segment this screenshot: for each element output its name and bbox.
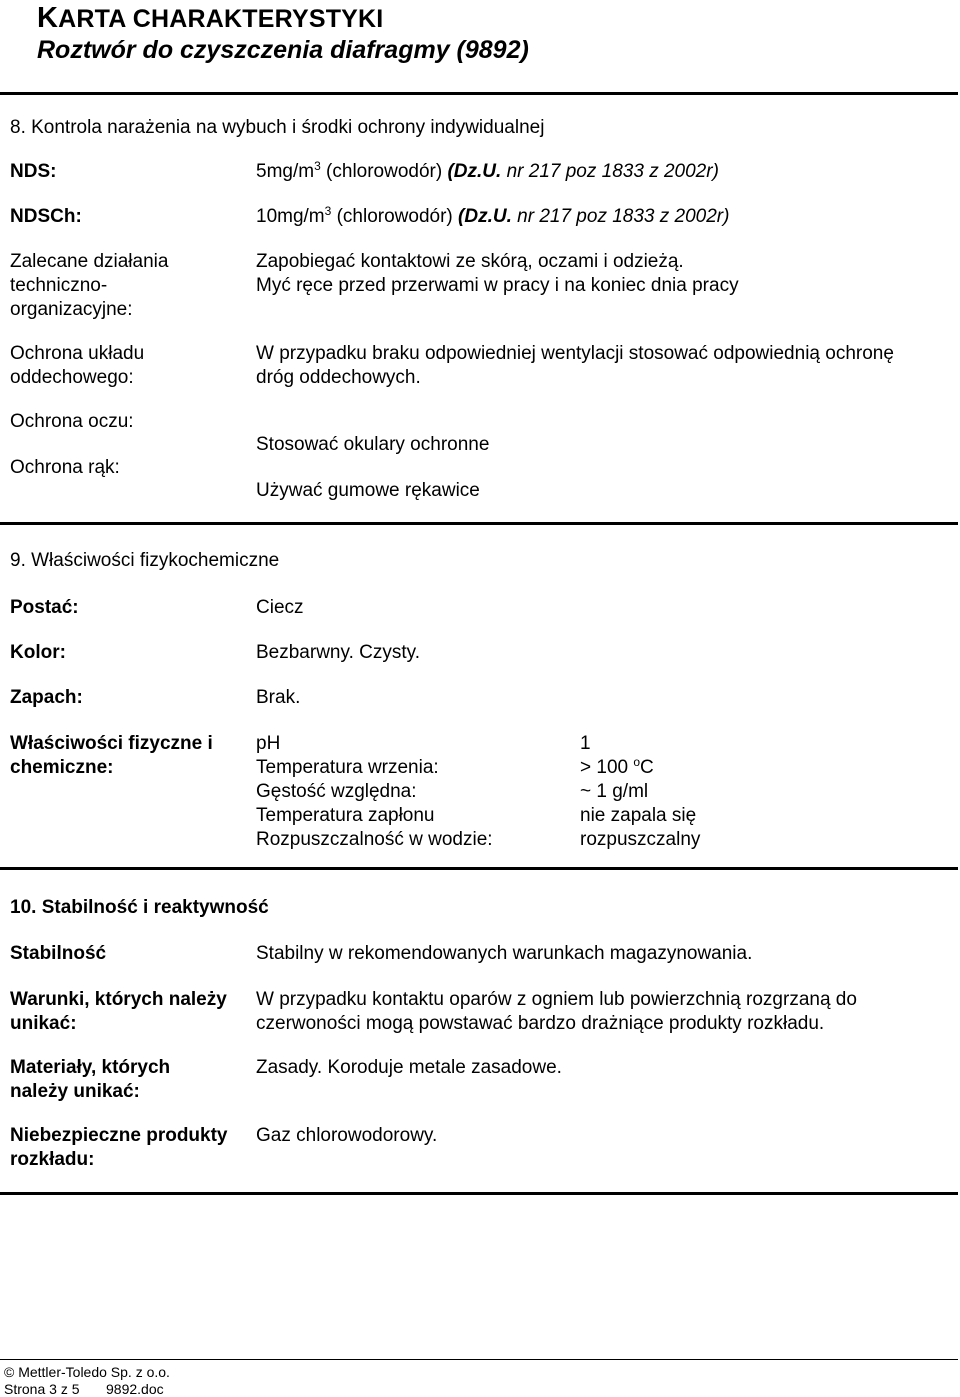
- color-label: Kolor:: [10, 642, 66, 663]
- property-name: Rozpuszczalność w wodzie:: [256, 829, 493, 850]
- hand-protection-value: Używać gumowe rękawice: [256, 480, 480, 501]
- footer-copyright: © Mettler-Toledo Sp. z o.o.: [4, 1364, 170, 1380]
- materials-to-avoid-value: Zasady. Koroduje metale zasadowe.: [256, 1057, 562, 1078]
- property-name: Temperatura wrzenia:: [256, 757, 439, 778]
- ndsch-value: $10mg/m^3$ (chlorowodór) (Dz.U. nr 217 poz 1833 z 2002r): [256, 204, 730, 227]
- section-9-heading: 9. Właściwości fizykochemiczne: [10, 550, 280, 571]
- section-10-heading: 10. Stabilność i reaktywność: [10, 897, 269, 918]
- properties-values: [580, 732, 700, 852]
- property-value: rozpuszczalny: [580, 829, 701, 850]
- odor-label: Zapach:: [10, 687, 83, 708]
- property-name: Gęstość względna:: [256, 781, 417, 802]
- form-value: Ciecz: [256, 597, 304, 618]
- hand-protection-label: Ochrona rąk:: [10, 457, 120, 478]
- property-value: ~ 1 g/ml: [580, 781, 649, 802]
- stability-label: Stabilność: [10, 943, 107, 964]
- section-8-heading: 8. Kontrola narażenia na wybuch i środki ochrony indywidualnej: [10, 117, 545, 138]
- decomposition-products-label: Niebezpieczne produkty rozkładu:: [10, 1125, 228, 1170]
- property-name: Temperatura zapłonu: [256, 805, 435, 826]
- document-title: KARTA CHARAKTERYSTYKI: [37, 2, 384, 34]
- document-subtitle: Roztwór do czyszczenia diafragmy (9892): [37, 36, 529, 64]
- conditions-to-avoid-label: Warunki, których należy unikać:: [10, 989, 227, 1034]
- respiratory-protection-label: Ochrona układu oddechowego:: [10, 343, 145, 388]
- eye-protection-value: Stosować okulary ochronne: [256, 434, 490, 455]
- footer-page-number: Strona 3 z 5: [4, 1381, 80, 1397]
- properties-names: [256, 732, 493, 852]
- materials-to-avoid-label: Materiały, których należy unikać:: [10, 1057, 171, 1102]
- property-value: 1: [580, 733, 591, 754]
- nds-value: $5mg/m^3$ (chlorowodór) (Dz.U. nr 217 poz 1833 z 2002r): [256, 159, 719, 182]
- stability-value: Stabilny w rekomendowanych warunkach magazynowania.: [256, 943, 753, 964]
- ndsch-label: NDSCh:: [10, 206, 82, 227]
- footer-divider: [0, 1359, 958, 1360]
- property-value: > 100 $^o$C: [580, 755, 654, 778]
- footer-filename: 9892.doc: [106, 1381, 164, 1397]
- property-value: nie zapala się: [580, 805, 697, 826]
- form-label: Postać:: [10, 597, 79, 618]
- respiratory-protection-value: W przypadku braku odpowiedniej wentylacji stosować odpowiednią ochronę dróg oddechowych.: [256, 343, 894, 388]
- properties-label: Właściwości fizyczne i chemiczne:: [10, 733, 213, 778]
- technical-measures-value: Zapobiegać kontaktowi ze skórą, oczami i odzieżą. Myć ręce przed przerwami w pracy i na koniec dnia pracy: [256, 251, 739, 296]
- conditions-to-avoid-value: W przypadku kontaktu oparów z ogniem lub powierzchnią rozgrzaną do czerwoności mogą powstawać bardzo drażniące produkty rozkładu.: [256, 989, 857, 1034]
- section-divider: [0, 522, 958, 525]
- header-divider: [0, 92, 958, 95]
- section-divider: [0, 867, 958, 870]
- nds-label: NDS:: [10, 161, 57, 182]
- odor-value: Brak.: [256, 687, 301, 708]
- decomposition-products-value: Gaz chlorowodorowy.: [256, 1125, 438, 1146]
- technical-measures-label: Zalecane działania techniczno- organizacyjne:: [10, 251, 169, 320]
- property-name: pH: [256, 733, 281, 754]
- eye-protection-label: Ochrona oczu:: [10, 411, 134, 432]
- section-divider: [0, 1192, 958, 1195]
- color-value: Bezbarwny. Czysty.: [256, 642, 421, 663]
